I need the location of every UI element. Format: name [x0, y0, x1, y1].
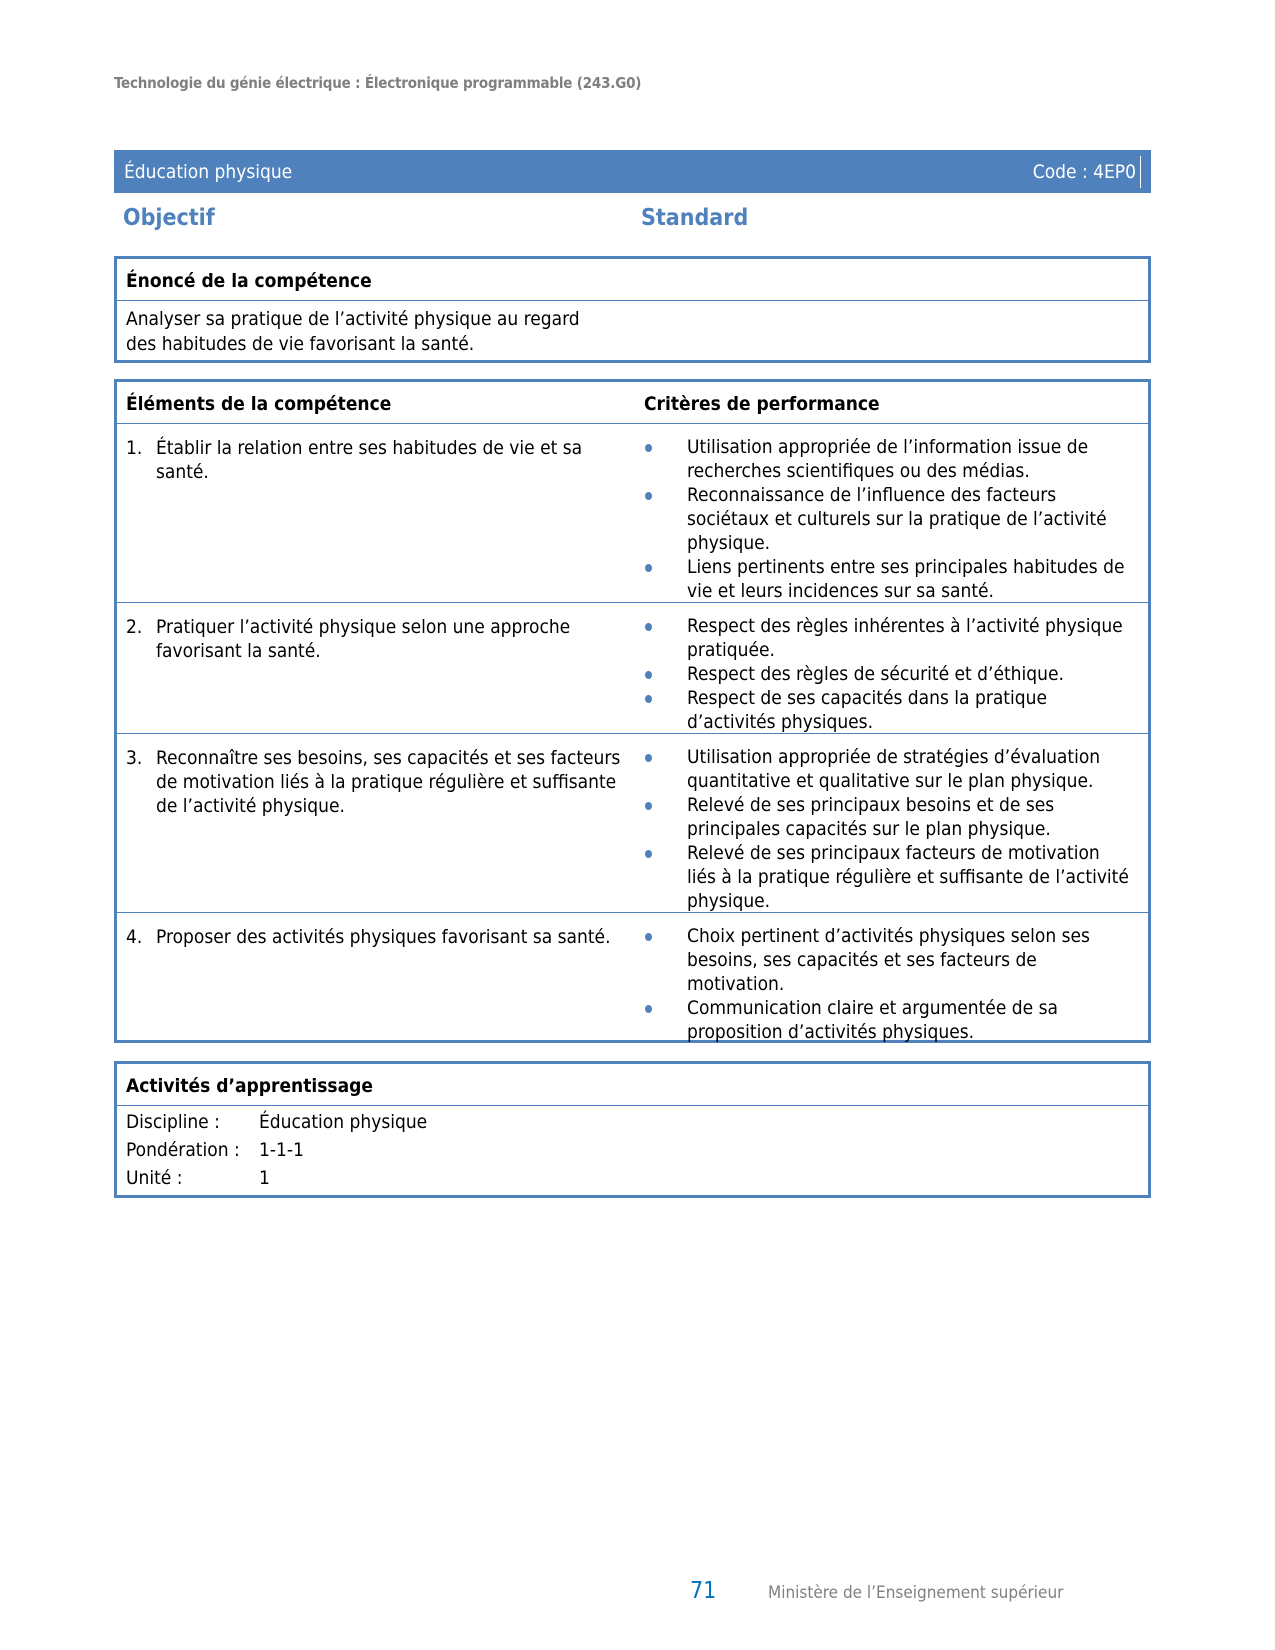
criterion-text: Communication claire et argumentée de sa proposition d’activités physiques.: [687, 997, 1058, 1043]
bullet-icon: [645, 492, 652, 500]
bullet-icon: [645, 444, 652, 452]
bullet-icon: [645, 1005, 652, 1013]
enonce-header: Énoncé de la compétence: [117, 259, 1148, 301]
field-value: Éducation physique: [259, 1111, 428, 1133]
criterion-item: [641, 662, 1131, 686]
criterion-item: [641, 745, 1131, 793]
bullet-icon: [645, 671, 652, 679]
elements-header-row: [117, 382, 1148, 424]
elements-table: [114, 379, 1151, 1043]
element-text: Pratiquer l’activité physique selon une approche favorisant la santé.: [156, 616, 571, 662]
criteria-list: [641, 614, 1131, 734]
enonce-line: des habitudes de vie favorisant la santé.: [126, 333, 475, 355]
activites-header: Activités d’apprentissage: [117, 1064, 1148, 1106]
criterion-item: [641, 555, 1131, 603]
bullet-icon: [645, 564, 652, 572]
criterion-item: [641, 996, 1131, 1044]
elements-header: Éléments de la compétence: [126, 393, 392, 415]
criterion-text: Respect de ses capacités dans la pratique d’activités physiques.: [687, 687, 1047, 733]
bullet-icon: [645, 695, 652, 703]
criterion-text: Relevé de ses principaux besoins et de ses principales capacités sur le plan physique.: [687, 794, 1055, 840]
element-text: Proposer des activités physiques favorisant sa santé.: [156, 926, 611, 948]
criterion-item: [641, 686, 1131, 734]
objectif-heading: Objectif: [123, 205, 215, 231]
bullet-icon: [645, 933, 652, 941]
course-title: Éducation physique: [124, 160, 293, 183]
criterion-text: Respect des règles inhérentes à l’activité physique pratiquée.: [687, 615, 1123, 661]
field-unite: [126, 1164, 1139, 1192]
bullet-icon: [645, 623, 652, 631]
criterion-text: Utilisation appropriée de l’information issue de recherches scientifiques ou des médias.: [687, 436, 1089, 482]
criterion-item: [641, 841, 1131, 913]
field-discipline: [126, 1108, 1139, 1136]
standard-heading: Standard: [641, 205, 749, 231]
field-label: Unité :: [126, 1167, 183, 1189]
enonce-text: [117, 301, 635, 363]
course-code: Code : 4EP0: [1033, 156, 1141, 188]
element-number: 3.: [126, 747, 143, 769]
table-row: [117, 734, 1148, 913]
field-value: 1: [259, 1167, 270, 1189]
footer-publisher: Ministère de l’Enseignement supérieur: [768, 1583, 1064, 1603]
field-ponderation: [126, 1136, 1139, 1164]
criterion-text: Utilisation appropriée de stratégies d’évaluation quantitative et qualitative sur le plan physique.: [687, 746, 1101, 792]
criterion-text: Choix pertinent d’activités physiques selon ses besoins, ses capacités et ses facteurs de motivation.: [687, 925, 1090, 995]
criterion-item: [641, 483, 1131, 555]
enonce-table: [114, 256, 1151, 363]
bullet-icon: [645, 802, 652, 810]
table-row: [117, 913, 1148, 1043]
criterion-item: [641, 924, 1131, 996]
criterion-item: [641, 793, 1131, 841]
element-text: Établir la relation entre ses habitudes de vie et sa santé.: [156, 437, 583, 483]
criteria-header: Critères de performance: [644, 393, 880, 415]
criteria-list: [641, 924, 1131, 1044]
criteria-list: [641, 435, 1131, 603]
field-label: Discipline :: [126, 1111, 220, 1133]
criterion-text: Relevé de ses principaux facteurs de motivation liés à la pratique régulière et suffisante de l’activité physique.: [687, 842, 1129, 912]
bullet-icon: [645, 754, 652, 762]
field-value: 1-1-1: [259, 1139, 304, 1161]
table-row: [117, 603, 1148, 734]
enonce-line: Analyser sa pratique de l’activité physique au regard: [126, 308, 580, 330]
course-title-bar: [114, 150, 1151, 193]
field-label: Pondération :: [126, 1139, 240, 1161]
element-number: 1.: [126, 437, 143, 459]
criterion-text: Reconnaissance de l’influence des facteurs sociétaux et culturels sur la pratique de l’activité physique.: [687, 484, 1107, 554]
bullet-icon: [645, 850, 652, 858]
element-number: 2.: [126, 616, 143, 638]
page-number: 71: [690, 1578, 717, 1604]
element-text: Reconnaître ses besoins, ses capacités et ses facteurs de motivation liés à la pratique régulière et suffisante de l’activité physique.: [156, 747, 621, 817]
activites-fields: [117, 1106, 1148, 1194]
criterion-text: Liens pertinents entre ses principales habitudes de vie et leurs incidences sur sa santé.: [687, 556, 1125, 602]
criterion-item: [641, 435, 1131, 483]
activites-table: [114, 1061, 1151, 1198]
criterion-text: Respect des règles de sécurité et d’éthique.: [687, 663, 1064, 685]
column-headings: [114, 205, 1151, 241]
criteria-list: [641, 745, 1131, 913]
table-row: [117, 424, 1148, 603]
element-number: 4.: [126, 926, 143, 948]
running-header: Technologie du génie électrique : Électronique programmable (243.G0): [114, 74, 642, 92]
criterion-item: [641, 614, 1131, 662]
